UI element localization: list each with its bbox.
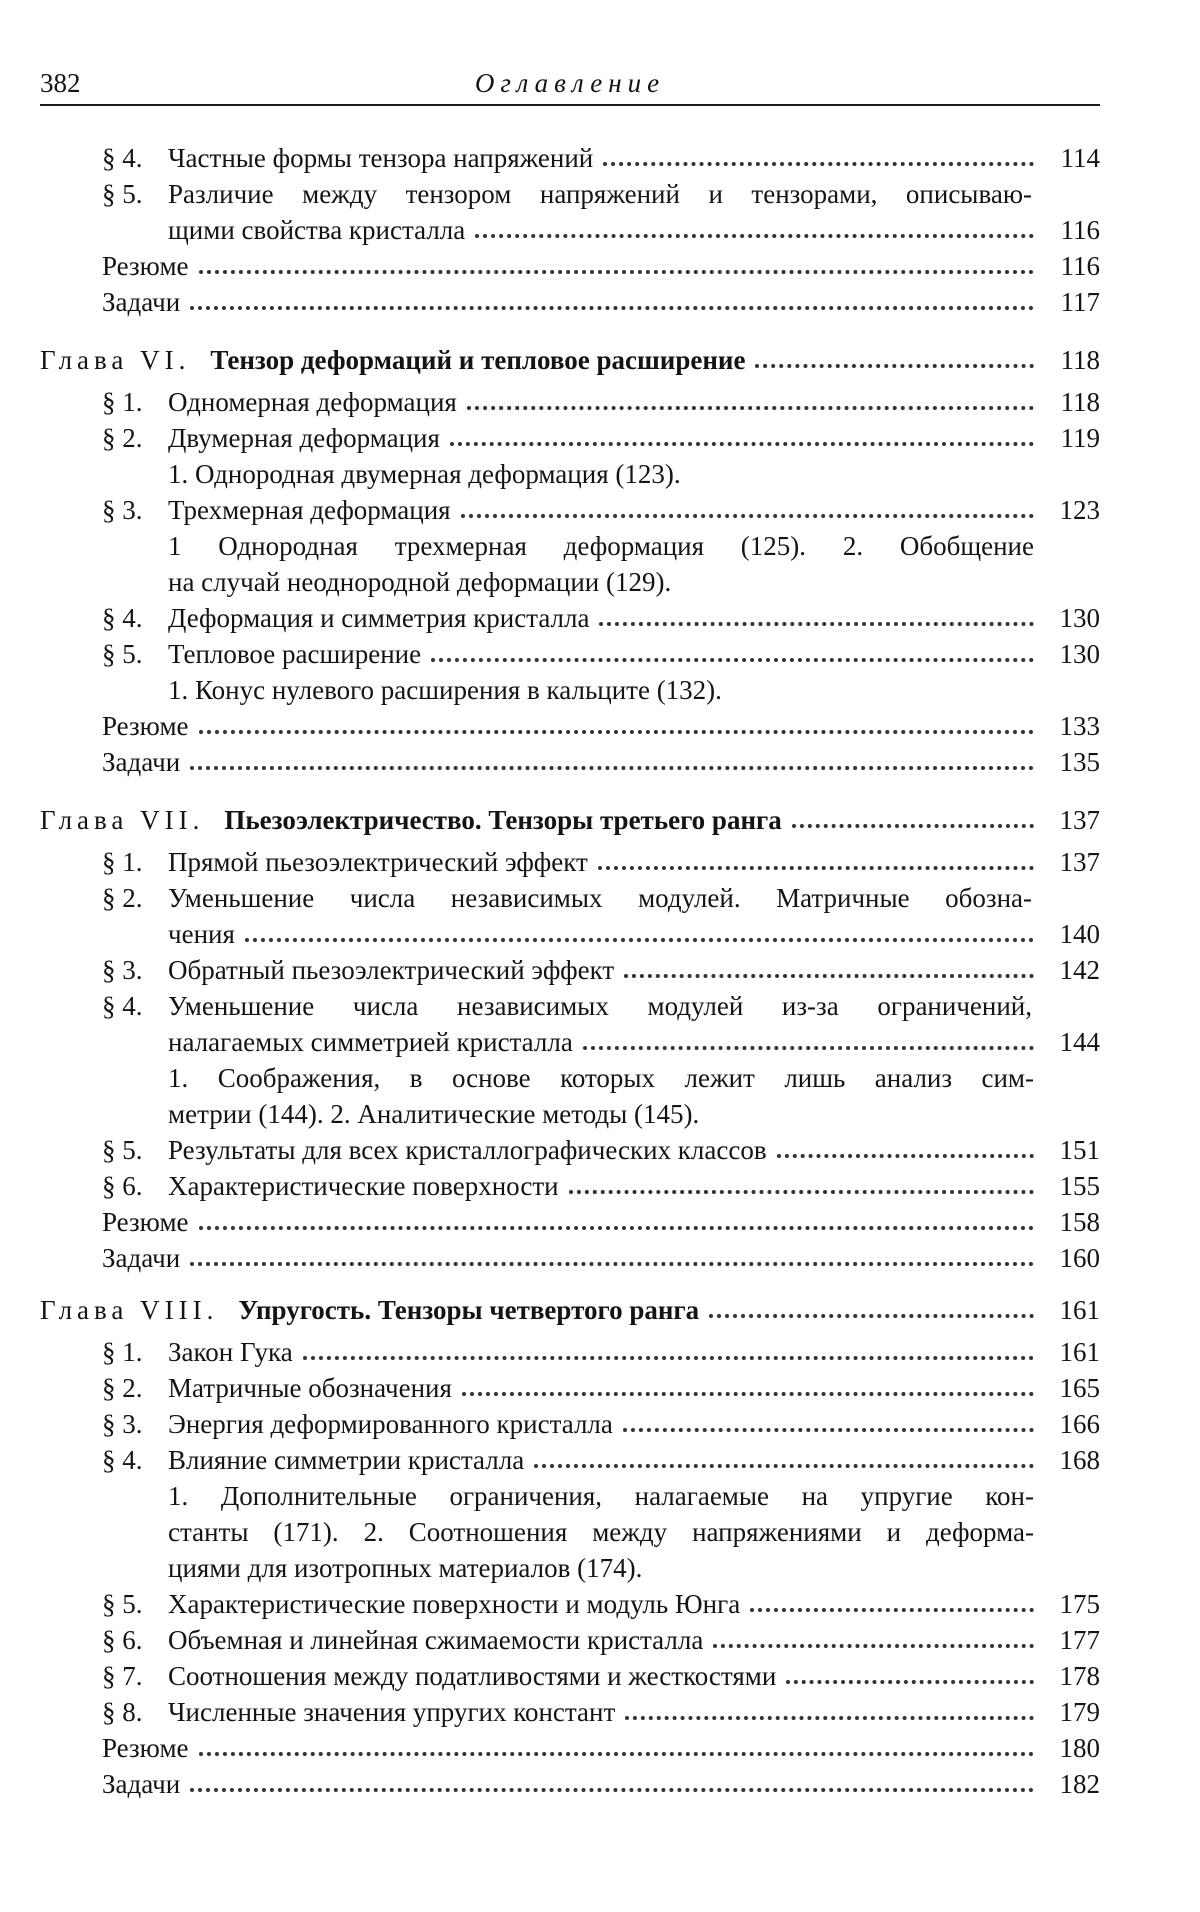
toc-page-ref: 116 bbox=[1044, 212, 1100, 248]
chapter-heading[interactable]: Глава VIII. Упругость. Тензоры четвертого ранга 161 bbox=[40, 1292, 1100, 1328]
toc-entry[interactable]: § 6. Объемная и линейная сжимаемости кристалла 177 bbox=[102, 1622, 1100, 1658]
toc-entry-resume[interactable]: Резюме 158 bbox=[102, 1204, 1100, 1240]
toc-entry-resume[interactable]: Резюме 116 bbox=[102, 248, 1100, 284]
toc-entry[interactable]: § 5. Характеристические поверхности и модуль Юнга 175 bbox=[102, 1586, 1100, 1622]
toc-entry[interactable]: § 1. Закон Гука 161 bbox=[102, 1334, 1100, 1370]
toc-entry-resume[interactable]: Резюме 133 bbox=[102, 708, 1100, 744]
toc-entry[interactable]: § 7. Соотношения между податливостями и жесткостями 178 bbox=[102, 1658, 1100, 1694]
chapter-heading[interactable]: Глава VII. Пьезоэлектричество. Тензоры третьего ранга 137 bbox=[40, 802, 1100, 838]
toc-entry[interactable]: § 1. Одномерная деформация 118 bbox=[102, 384, 1100, 420]
toc-entry-tasks[interactable]: Задачи 182 bbox=[102, 1766, 1100, 1802]
toc-entry[interactable]: § 3. Энергия деформированного кристалла 166 bbox=[102, 1406, 1100, 1442]
toc-entry[interactable]: § 2. Уменьшение числа независимых модулей. Матричные обозна- чения 140 bbox=[102, 880, 1100, 952]
toc-page bbox=[40, 60, 1100, 1802]
toc-subsections: 1 Однородная трехмерная деформация (125). 2. Обобщение на случай неоднородной деформации (129). bbox=[168, 528, 1034, 600]
toc-entry[interactable]: § 5. Тепловое расширение 130 bbox=[102, 636, 1100, 672]
table-of-contents bbox=[40, 140, 1100, 1802]
toc-entry[interactable]: § 4. Уменьшение числа независимых модулей из-за ограничений, налагаемых симметрией кристалла 144 bbox=[102, 988, 1100, 1060]
toc-entry[interactable]: § 4. Деформация и симметрия кристалла 130 bbox=[102, 600, 1100, 636]
toc-entry[interactable]: § 3. Трехмерная деформация 123 bbox=[102, 492, 1100, 528]
toc-page-ref: 114 bbox=[1044, 140, 1100, 176]
toc-subsections: 1. Конус нулевого расширения в кальците (132). bbox=[168, 672, 1034, 708]
toc-entry[interactable]: § 3. Обратный пьезоэлектрический эффект 142 bbox=[102, 952, 1100, 988]
toc-entry[interactable]: § 6. Характеристические поверхности 155 bbox=[102, 1168, 1100, 1204]
toc-subsections: 1. Однородная двумерная деформация (123). bbox=[168, 456, 1034, 492]
toc-entry-tasks[interactable]: Задачи 160 bbox=[102, 1240, 1100, 1276]
toc-entry[interactable]: § 8. Численные значения упругих констант 179 bbox=[102, 1694, 1100, 1730]
toc-entry-tasks[interactable]: Задачи 135 bbox=[102, 744, 1100, 780]
toc-subsections: 1. Соображения, в основе которых лежит лишь анализ сим- метрии (144). 2. Аналитические методы (145). bbox=[168, 1060, 1034, 1132]
toc-entry[interactable]: § 5. Результаты для всех кристаллографических классов 151 bbox=[102, 1132, 1100, 1168]
chapter-title: Тензор деформаций и тепловое расширение bbox=[210, 342, 745, 378]
page-number: 382 bbox=[40, 68, 81, 99]
toc-entry-tasks[interactable]: Задачи 117 bbox=[102, 284, 1100, 320]
toc-entry[interactable]: § 2. Матричные обозначения 165 bbox=[102, 1370, 1100, 1406]
toc-entry[interactable]: § 2. Двумерная деформация 119 bbox=[102, 420, 1100, 456]
chapter-heading[interactable]: Глава VI. Тензор деформаций и тепловое расширение 118 bbox=[40, 342, 1100, 378]
chapter-title: Упругость. Тензоры четвертого ранга bbox=[238, 1292, 699, 1328]
chapter-title: Пьезоэлектричество. Тензоры третьего ранга bbox=[224, 802, 781, 838]
running-title: Оглавление bbox=[40, 68, 1100, 99]
toc-entry-title: Различие между тензором напряжений и тензорами, описываю- bbox=[168, 176, 1100, 212]
toc-entry-title: Частные формы тензора напряжений bbox=[168, 140, 593, 176]
toc-entry[interactable]: § 1. Прямой пьезоэлектрический эффект 137 bbox=[102, 844, 1100, 880]
toc-subsections: 1. Дополнительные ограничения, налагаемые на упругие кон- станты (171). 2. Соотношения между напряжениями и деформа- циями для изотропных материалов (174). bbox=[168, 1478, 1034, 1586]
toc-entry[interactable]: § 5. Различие между тензором напряжений и тензорами, описываю- щими свойства кристалла 116 bbox=[102, 176, 1100, 248]
running-header bbox=[40, 60, 1100, 106]
toc-entry[interactable]: § 4. Частные формы тензора напряжений 114 bbox=[102, 140, 1100, 176]
toc-entry-resume[interactable]: Резюме 180 bbox=[102, 1730, 1100, 1766]
toc-entry[interactable]: § 4. Влияние симметрии кристалла 168 bbox=[102, 1442, 1100, 1478]
